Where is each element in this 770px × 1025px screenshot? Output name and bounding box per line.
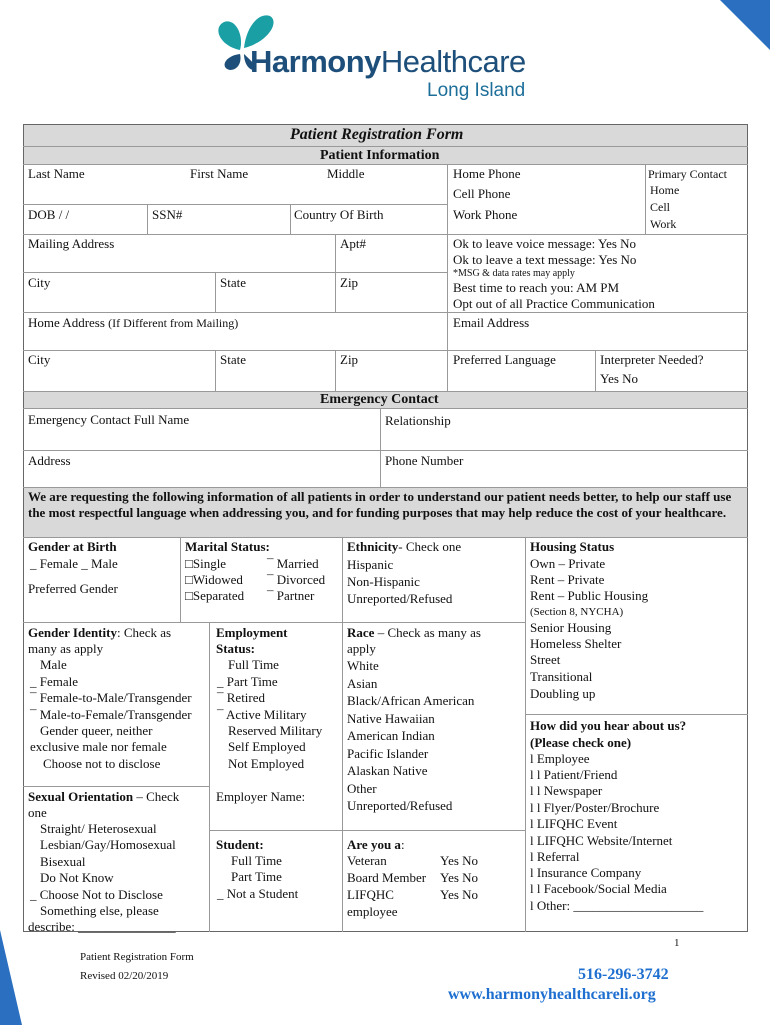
marital-partner[interactable]: ¯ Partner	[267, 588, 315, 603]
race-asian[interactable]: Asian	[347, 676, 378, 691]
preferred-gender-label: Preferred Gender	[28, 581, 118, 596]
city2-label: City	[28, 352, 51, 367]
race-label: Race – Check as many as	[347, 625, 481, 640]
dob-label: DOB / /	[28, 207, 70, 222]
housing-street[interactable]: Street	[530, 652, 561, 667]
state2-label: State	[220, 352, 246, 367]
first-name-label: First Name	[190, 166, 249, 181]
work-phone-label: Work Phone	[453, 207, 518, 222]
student-label: Student:	[216, 837, 264, 852]
housing-rent-private[interactable]: Rent – Private	[530, 572, 605, 587]
employment-label: Employment	[216, 625, 288, 640]
emp-retired[interactable]: ¯ Retired	[217, 690, 266, 705]
ec-name-label: Emergency Contact Full Name	[28, 412, 190, 427]
emp-reserved[interactable]: Reserved Military	[228, 723, 323, 738]
address-label: Address	[28, 453, 71, 468]
ethnicity-hispanic[interactable]: Hispanic	[347, 557, 394, 572]
emp-self[interactable]: Self Employed	[228, 739, 306, 754]
so-describe[interactable]: describe: _______________	[28, 919, 176, 934]
housing-doubling[interactable]: Doubling up	[530, 686, 596, 701]
student-not[interactable]: _ Not a Student	[217, 886, 299, 901]
hear-employee[interactable]: l Employee	[530, 751, 590, 766]
hear-event[interactable]: l LIFQHC Event	[530, 816, 618, 831]
gender-identity-label: Gender Identity: Check as	[28, 625, 172, 640]
footer-website[interactable]: www.harmonyhealthcareli.org	[448, 986, 656, 1003]
relationship-label: Relationship	[385, 413, 451, 428]
footer-phone[interactable]: 516-296-3742	[578, 966, 669, 983]
apt-label: Apt#	[340, 236, 366, 251]
emp-full-time[interactable]: Full Time	[228, 657, 279, 672]
veteran-yn[interactable]: Yes No	[440, 853, 479, 868]
middle-label: Middle	[327, 166, 365, 181]
hear-other[interactable]: l Other: ____________________	[530, 898, 704, 913]
so-gay[interactable]: Lesbian/Gay/Homosexual	[40, 837, 176, 852]
hear-label: How did you hear about us?	[530, 718, 687, 733]
marital-married[interactable]: ¯ Married	[267, 556, 319, 571]
gi-ftm[interactable]: ¯ Female-to-Male/Transgender	[30, 690, 192, 705]
hear-website[interactable]: l LIFQHC Website/Internet	[530, 833, 673, 848]
hear-flyer[interactable]: l l Flyer/Poster/Brochure	[530, 800, 660, 815]
country-label: Country Of Birth	[294, 207, 384, 222]
emergency-header: Emergency Contact	[320, 392, 439, 407]
logo-subtitle: Long Island	[427, 80, 526, 101]
gi-male[interactable]: Male	[40, 657, 67, 672]
housing-rent-public[interactable]: Rent – Public Housing	[530, 588, 649, 603]
so-dont-know[interactable]: Do Not Know	[40, 870, 114, 885]
gi-mtf[interactable]: ¯ Male-to-Female/Transgender	[30, 707, 192, 722]
msg-rates-note: *MSG & data rates may apply	[453, 268, 575, 279]
race-other[interactable]: Other	[347, 781, 377, 796]
gender-identity-note: many as apply	[28, 641, 104, 656]
housing-section8-note: (Section 8, NYCHA)	[530, 606, 624, 618]
primary-contact-work[interactable]: Work	[650, 217, 677, 231]
hear-insurance[interactable]: l Insurance Company	[530, 865, 642, 880]
zip2-label: Zip	[340, 352, 359, 367]
housing-shelter[interactable]: Homeless Shelter	[530, 636, 622, 651]
logo	[210, 10, 550, 110]
primary-contact-label: Primary Contact	[648, 167, 727, 181]
footer-form-name: Patient Registration Form	[80, 951, 194, 963]
primary-contact-cell[interactable]: Cell	[650, 200, 670, 214]
emp-part-time[interactable]: _ Part Time	[217, 674, 278, 689]
student-part-time[interactable]: Part Time	[231, 869, 282, 884]
marital-label: Marital Status:	[185, 539, 270, 554]
emp-not-employed[interactable]: Not Employed	[228, 756, 305, 771]
city-label: City	[28, 275, 51, 290]
opt-out-option[interactable]: Opt out of all Practice Communication	[453, 296, 655, 311]
hear-note: (Please check one)	[530, 735, 632, 750]
so-straight[interactable]: Straight/ Heterosexual	[40, 821, 157, 836]
page-number: 1	[674, 937, 680, 949]
hear-patient[interactable]: l l Patient/Friend	[530, 767, 618, 782]
housing-transitional[interactable]: Transitional	[530, 669, 593, 684]
so-something-else[interactable]: Something else, please	[40, 903, 159, 918]
logo-wordmark: HarmonyHealthcare	[250, 44, 526, 79]
mailing-address-label: Mailing Address	[28, 236, 115, 251]
housing-senior[interactable]: Senior Housing	[530, 620, 612, 635]
ethnicity-unreported[interactable]: Unreported/Refused	[347, 591, 453, 606]
ethnicity-non-hispanic[interactable]: Non-Hispanic	[347, 574, 420, 589]
race-pacific[interactable]: Pacific Islander	[347, 746, 429, 761]
last-name-label: Last Name	[28, 166, 85, 181]
gi-female[interactable]: _ Female	[30, 674, 79, 689]
hear-facebook[interactable]: l l Facebook/Social Media	[530, 881, 667, 896]
state-label: State	[220, 275, 246, 290]
marital-single[interactable]: □Single	[185, 556, 227, 571]
sexual-orientation-label: Sexual Orientation – Check	[28, 789, 180, 804]
race-white[interactable]: White	[347, 658, 379, 673]
veteran-label: Veteran	[347, 853, 387, 868]
marital-divorced[interactable]: ¯ Divorced	[267, 572, 326, 587]
footer-revised: Revised 02/20/2019	[80, 970, 169, 982]
patient-info-header: Patient Information	[320, 148, 440, 163]
gi-not-disclose[interactable]: Choose not to disclose	[43, 756, 161, 771]
board-label: Board Member	[347, 870, 427, 885]
so-bisexual[interactable]: Bisexual	[40, 854, 86, 869]
employee-label: employee	[347, 904, 398, 919]
corner-decoration-bottom	[0, 930, 22, 1025]
hear-referral[interactable]: l Referral	[530, 849, 580, 864]
zip-label: Zip	[340, 275, 359, 290]
are-you-label: Are you a:	[347, 837, 405, 852]
gi-queer-cont: exclusive male nor female	[30, 739, 167, 754]
race-american-indian[interactable]: American Indian	[347, 728, 435, 743]
hear-newspaper[interactable]: l l Newspaper	[530, 783, 603, 798]
home-phone-label: Home Phone	[453, 166, 521, 181]
phone-number-label: Phone Number	[385, 453, 464, 468]
primary-contact-home[interactable]: Home	[650, 183, 680, 197]
employer-label: Employer Name:	[216, 789, 306, 804]
race-black[interactable]: Black/African American	[347, 693, 475, 708]
so-not-disclose[interactable]: _ Choose Not to Disclose	[30, 887, 163, 902]
interpreter-label: Interpreter Needed?	[600, 352, 704, 367]
gi-queer[interactable]: Gender queer, neither	[40, 723, 153, 738]
voice-message-option[interactable]: Ok to leave voice message: Yes No	[453, 236, 637, 251]
lifqhc-label: LIFQHC	[347, 887, 394, 902]
form-title: Patient Registration Form	[290, 126, 464, 143]
employment-status-label: Status:	[216, 641, 256, 656]
lifqhc-yn[interactable]: Yes No	[440, 887, 479, 902]
emp-military[interactable]: ¯ Active Military	[217, 707, 307, 722]
email-label: Email Address	[453, 315, 530, 330]
corner-decoration	[720, 0, 770, 50]
text-message-option[interactable]: Ok to leave a text message: Yes No	[453, 252, 637, 267]
gender-birth-options[interactable]: _ Female _ Male	[30, 556, 118, 571]
request-paragraph: We are requesting the following information of all patients in order to understand our patient needs better, to help our staff use the most respectful language when addressing you, and for funding purposes that may help reduce the cost of your healthcare.	[28, 489, 732, 520]
gender-birth-label: Gender at Birth	[28, 539, 117, 554]
sexual-orientation-note: one	[28, 805, 47, 820]
student-full-time[interactable]: Full Time	[231, 853, 282, 868]
cell-phone-label: Cell Phone	[453, 186, 511, 201]
race-hawaiian[interactable]: Native Hawaiian	[347, 711, 435, 726]
marital-widowed[interactable]: □Widowed	[185, 572, 243, 587]
preferred-language-label: Preferred Language	[453, 352, 556, 367]
ssn-label: SSN#	[152, 207, 183, 222]
interpreter-options[interactable]: Yes No	[600, 371, 639, 386]
race-note: apply	[347, 641, 376, 656]
race-unreported[interactable]: Unreported/Refused	[347, 798, 453, 813]
marital-separated[interactable]: □Separated	[185, 588, 245, 603]
best-time-option[interactable]: Best time to reach you: AM PM	[453, 280, 620, 295]
housing-own[interactable]: Own – Private	[530, 556, 606, 571]
race-alaskan[interactable]: Alaskan Native	[347, 763, 428, 778]
ethnicity-label: Ethnicity- Check one	[347, 539, 462, 554]
home-address-label: Home Address (If Different from Mailing)	[28, 315, 239, 330]
board-yn[interactable]: Yes No	[440, 870, 479, 885]
housing-label: Housing Status	[530, 539, 615, 554]
